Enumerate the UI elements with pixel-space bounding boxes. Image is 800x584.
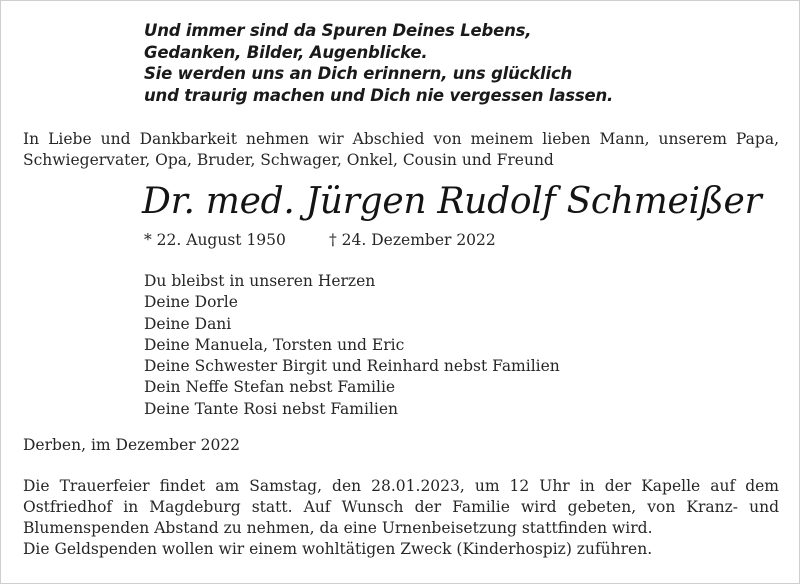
farewell-intro (23, 129, 779, 170)
memorial-quote (144, 20, 613, 106)
quote-line: Gedanken, Bilder, Augenblicke. (144, 42, 428, 62)
mourner-line: Deine Tante Rosi nebst Familien (144, 399, 399, 418)
quote-line: Und immer sind da Spuren Deines Lebens, (144, 21, 532, 40)
quote-line: und traurig machen und Dich nie vergessen lassen. (144, 85, 614, 105)
service-line: Die Trauerfeier findet am Samstag, den 28.01.2023, um 12 Uhr in der Kapelle auf dem (23, 477, 779, 495)
intro-line: In Liebe und Dankbarkeit nehmen wir Abschied von meinem lieben Mann, unserem Papa, (23, 130, 779, 148)
mourners-list (144, 271, 560, 420)
life-dates (144, 230, 496, 250)
mourner-line: Deine Dorle (144, 293, 238, 312)
deceased-name: Dr. med. Jürgen Rudolf Schmeißer (142, 181, 762, 222)
mourner-line: Deine Dani (144, 314, 232, 333)
mourner-line: Deine Manuela, Torsten und Eric (144, 335, 405, 354)
mourner-line: Deine Schwester Birgit und Reinhard nebst Familien (144, 357, 560, 376)
place-and-date: Derben, im Dezember 2022 (23, 436, 241, 454)
death-date: † 24. Dezember 2022 (329, 231, 496, 249)
intro-line: Schwiegervater, Opa, Bruder, Schwager, Onkel, Cousin und Freund (23, 150, 554, 169)
mourner-line: Du bleibst in unseren Herzen (144, 272, 376, 290)
funeral-service-info (23, 476, 779, 560)
birth-date: * 22. August 1950 (144, 231, 286, 249)
service-line: Blumenspenden Abstand zu nehmen, da eine Urnenbeisetzung stattfinden wird. (23, 519, 653, 537)
quote-line: Sie werden uns an Dich erinnern, uns glücklich (144, 64, 573, 83)
service-line: Die Geldspenden wollen wir einem wohltätigen Zweck (Kinderhospiz) zuführen. (23, 540, 653, 558)
mourner-line: Dein Neffe Stefan nebst Familie (144, 378, 396, 397)
service-line: Ostfriedhof in Magdeburg statt. Auf Wunsch der Familie wird gebeten, von Kranz- und (23, 498, 779, 516)
